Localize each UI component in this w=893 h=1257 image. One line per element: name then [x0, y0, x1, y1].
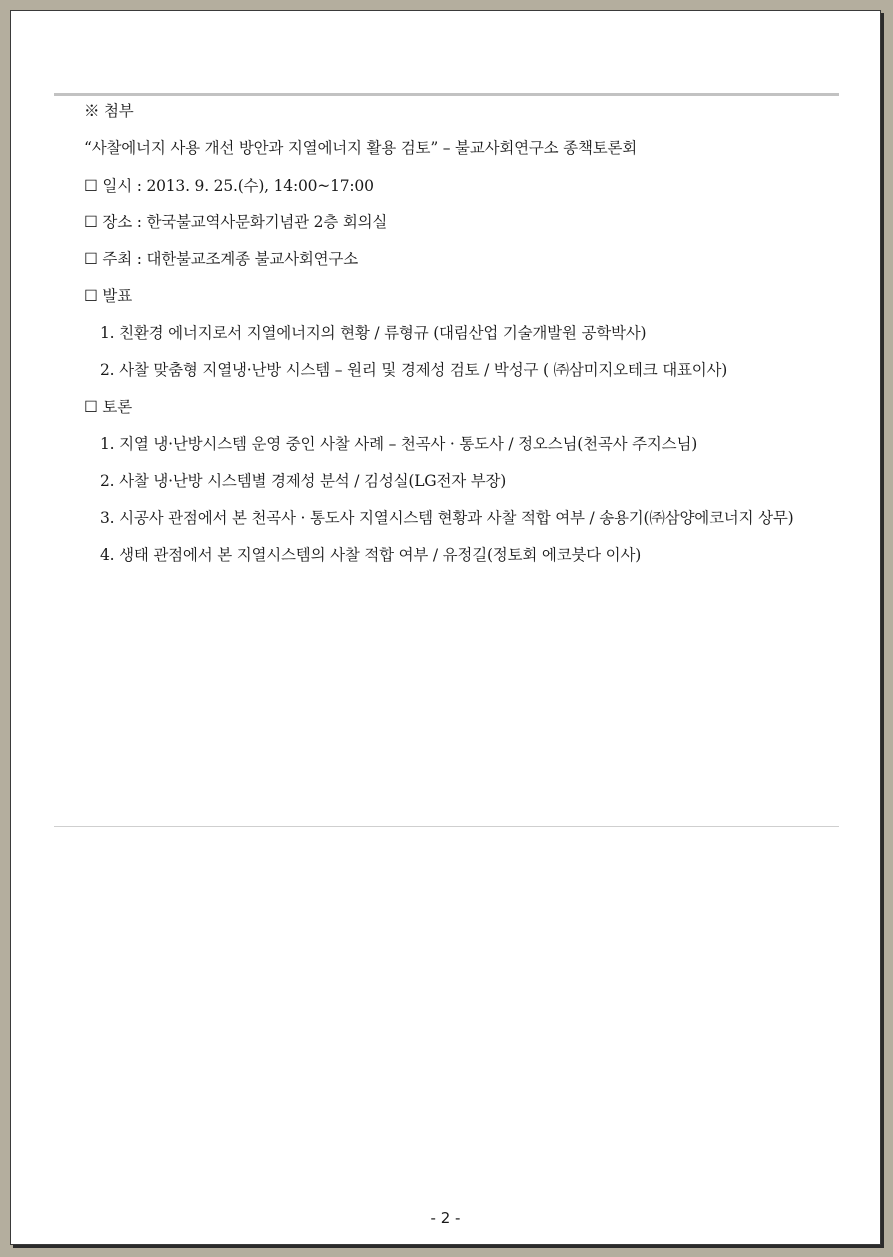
discussion-item: 2. 사찰 냉·난방 시스템별 경제성 분석 / 김성실(LG전자 부장) [100, 472, 507, 490]
discussion-heading: ☐ 토론 [84, 398, 132, 416]
event-host: ☐ 주최 : 대한불교조계종 불교사회연구소 [84, 250, 358, 268]
page-number: - 2 - [430, 1209, 461, 1227]
discussion-item: 3. 시공사 관점에서 본 천곡사 · 통도사 지열시스템 현황과 사찰 적합 여부 / 송용기(㈜삼양에코너지 상무) [100, 509, 794, 527]
event-title: “사찰에너지 사용 개선 방안과 지열에너지 활용 검토” – 불교사회연구소 종책토론회 [84, 139, 638, 157]
header-divider [54, 93, 839, 96]
attachment-label: ※ 첨부 [84, 102, 134, 120]
presentation-item: 1. 친환경 에너지로서 지열에너지의 현황 / 류형규 (대림산업 기술개발원 공학박사) [100, 324, 647, 342]
event-date: ☐ 일시 : 2013. 9. 25.(수), 14:00~17:00 [84, 177, 374, 195]
discussion-item: 4. 생태 관점에서 본 지열시스템의 사찰 적합 여부 / 유정길(정토회 에코붓다 이사) [100, 546, 642, 564]
discussion-item: 1. 지열 냉·난방시스템 운영 중인 사찰 사례 – 천곡사 · 통도사 / 정오스님(천곡사 주지스님) [100, 435, 698, 453]
presentation-heading: ☐ 발표 [84, 287, 132, 305]
presentation-item: 2. 사찰 맞춤형 지열냉·난방 시스템 – 원리 및 경제성 검토 / 박성구 ( ㈜삼미지오테크 대표이사) [100, 361, 728, 379]
footer-divider [54, 826, 839, 827]
document-page [10, 10, 881, 1245]
event-venue: ☐ 장소 : 한국불교역사문화기념관 2층 회의실 [84, 213, 388, 231]
